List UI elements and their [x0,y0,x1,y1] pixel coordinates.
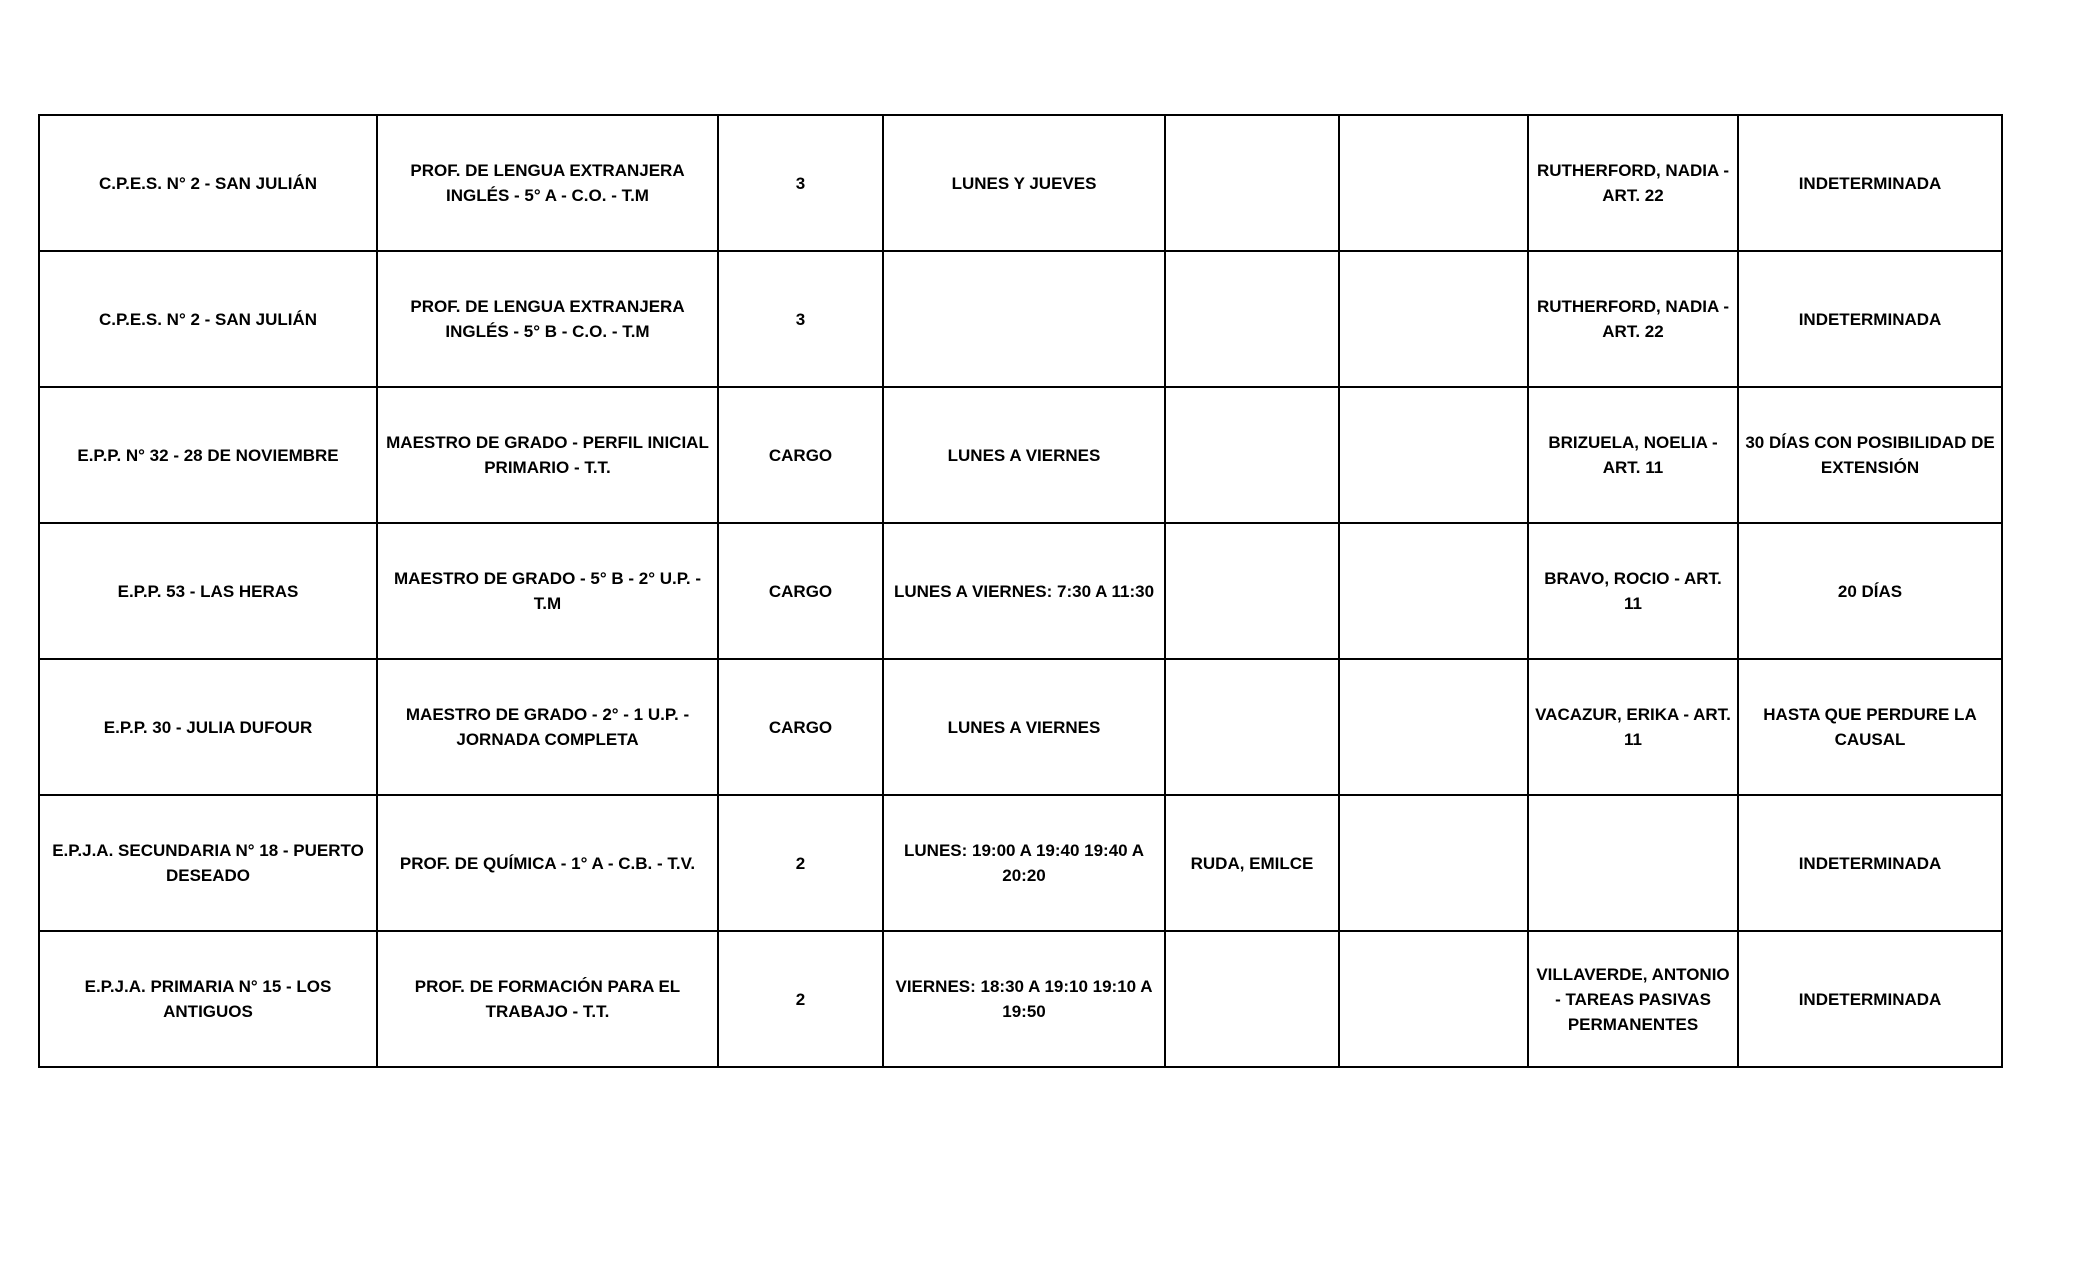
column-5-cell [1165,659,1339,795]
position-cell: MAESTRO DE GRADO - 2° - 1 U.P. - JORNADA COMPLETA [377,659,718,795]
column-6-cell [1339,387,1528,523]
table-row [39,115,2002,251]
column-5-cell [1165,523,1339,659]
duration-cell: INDETERMINADA [1738,931,2002,1067]
duration-cell: 30 DÍAS CON POSIBILIDAD DE EXTENSIÓN [1738,387,2002,523]
replacement-cell: RUTHERFORD, NADIA - ART. 22 [1528,251,1738,387]
replacement-cell: VILLAVERDE, ANTONIO - TAREAS PASIVAS PERMANENTES [1528,931,1738,1067]
hours-cell: 3 [718,115,883,251]
replacement-cell [1528,795,1738,931]
schedule-cell: VIERNES: 18:30 A 19:10 19:10 A 19:50 [883,931,1165,1067]
schedule-cell: LUNES: 19:00 A 19:40 19:40 A 20:20 [883,795,1165,931]
replacement-cell: BRAVO, ROCIO - ART. 11 [1528,523,1738,659]
replacement-cell: VACAZUR, ERIKA - ART. 11 [1528,659,1738,795]
position-cell: PROF. DE LENGUA EXTRANJERA INGLÉS - 5° A - C.O. - T.M [377,115,718,251]
schedule-cell: LUNES A VIERNES [883,387,1165,523]
table-row [39,523,2002,659]
hours-cell: 3 [718,251,883,387]
vacancy-table [38,114,2003,1068]
column-6-cell [1339,251,1528,387]
duration-cell: 20 DÍAS [1738,523,2002,659]
school-cell: E.P.P. 30 - JULIA DUFOUR [39,659,377,795]
replacement-cell: BRIZUELA, NOELIA - ART. 11 [1528,387,1738,523]
column-6-cell [1339,659,1528,795]
school-cell: E.P.J.A. SECUNDARIA N° 18 - PUERTO DESEADO [39,795,377,931]
column-6-cell [1339,523,1528,659]
schedule-cell: LUNES A VIERNES: 7:30 A 11:30 [883,523,1165,659]
column-5-cell [1165,115,1339,251]
table-row [39,251,2002,387]
duration-cell: INDETERMINADA [1738,251,2002,387]
school-cell: C.P.E.S. N° 2 - SAN JULIÁN [39,115,377,251]
schedule-cell: LUNES Y JUEVES [883,115,1165,251]
replacement-cell: RUTHERFORD, NADIA - ART. 22 [1528,115,1738,251]
school-cell: C.P.E.S. N° 2 - SAN JULIÁN [39,251,377,387]
duration-cell: INDETERMINADA [1738,795,2002,931]
school-cell: E.P.J.A. PRIMARIA N° 15 - LOS ANTIGUOS [39,931,377,1067]
column-5-cell: RUDA, EMILCE [1165,795,1339,931]
hours-cell: 2 [718,931,883,1067]
hours-cell: CARGO [718,659,883,795]
schedule-cell: LUNES A VIERNES [883,659,1165,795]
column-6-cell [1339,931,1528,1067]
position-cell: PROF. DE LENGUA EXTRANJERA INGLÉS - 5° B - C.O. - T.M [377,251,718,387]
school-cell: E.P.P. N° 32 - 28 DE NOVIEMBRE [39,387,377,523]
table-row [39,387,2002,523]
column-6-cell [1339,115,1528,251]
hours-cell: CARGO [718,523,883,659]
duration-cell: INDETERMINADA [1738,115,2002,251]
schedule-cell [883,251,1165,387]
hours-cell: 2 [718,795,883,931]
table-row [39,795,2002,931]
column-5-cell [1165,251,1339,387]
position-cell: MAESTRO DE GRADO - PERFIL INICIAL PRIMARIO - T.T. [377,387,718,523]
column-6-cell [1339,795,1528,931]
position-cell: MAESTRO DE GRADO - 5° B - 2° U.P. - T.M [377,523,718,659]
column-5-cell [1165,387,1339,523]
table-row [39,931,2002,1067]
school-cell: E.P.P. 53 - LAS HERAS [39,523,377,659]
hours-cell: CARGO [718,387,883,523]
duration-cell: HASTA QUE PERDURE LA CAUSAL [1738,659,2002,795]
position-cell: PROF. DE FORMACIÓN PARA EL TRABAJO - T.T. [377,931,718,1067]
table-row [39,659,2002,795]
position-cell: PROF. DE QUÍMICA - 1° A - C.B. - T.V. [377,795,718,931]
column-5-cell [1165,931,1339,1067]
